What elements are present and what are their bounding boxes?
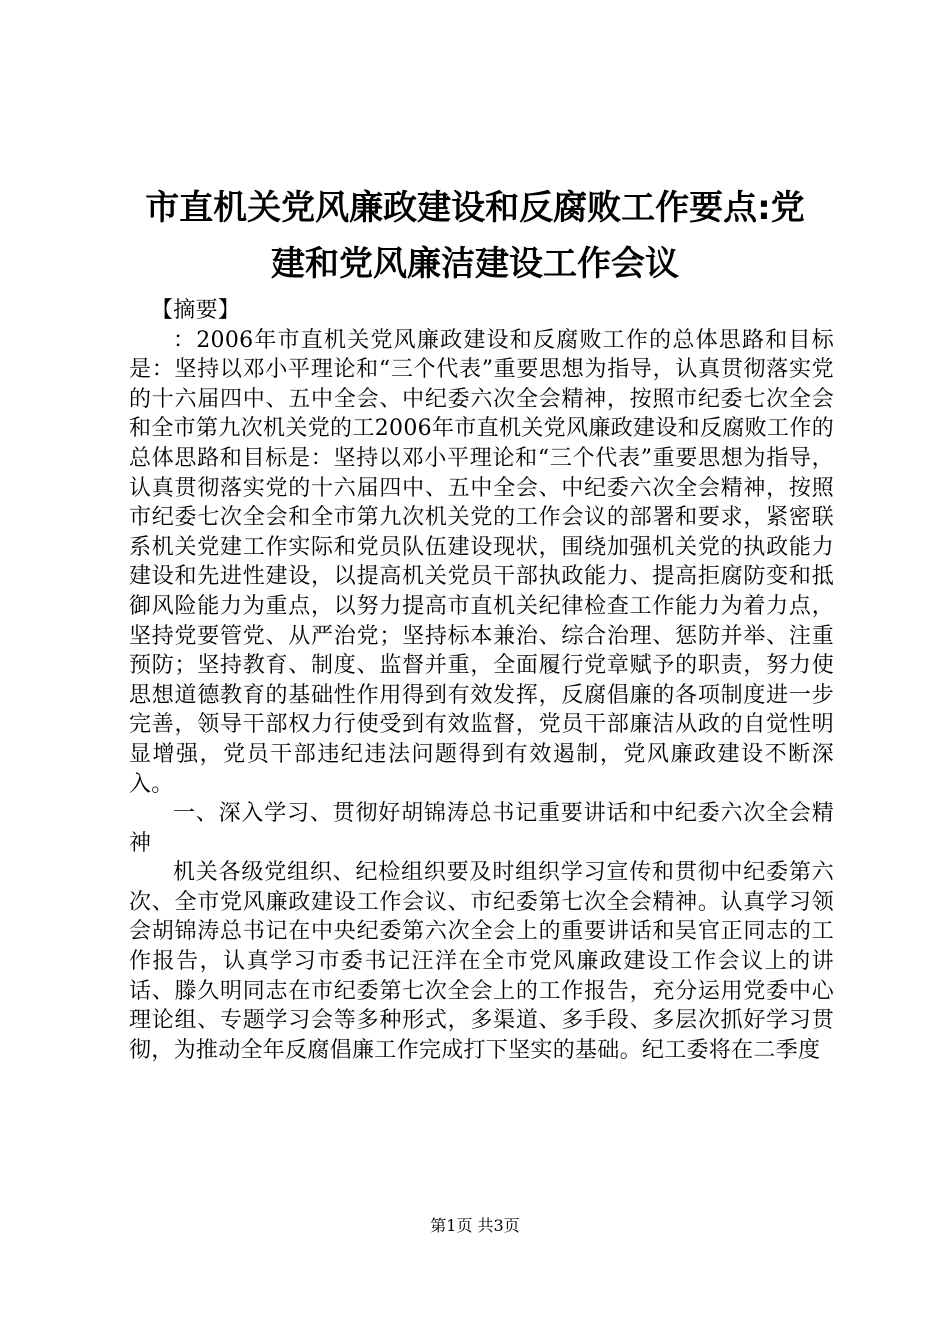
section-heading: 一、深入学习、贯彻好胡锦涛总书记重要讲话和中纪委六次全会精神 <box>129 801 834 856</box>
abstract-paragraph: ：2006年市直机关党风廉政建设和反腐败工作的总体思路和目标是：坚持以邓小平理论和“三个代表”重要思想为指导，认真贯彻落实党的十六届四中、五中全会、中纪委六次全会精神，按照市纪委七次全会和全市第九次机关党的工2006年市直机关党风廉政建设和反腐败工作的总体思路和目标是：坚持以邓小平理论和“三个代表”重要思想为指导，认真贯彻落实党的十六届四中、五中全会、中纪委六次全会精神，按照市纪委七次全会和全市第九次机关党的工作会议的部署和要求，紧密联系机关党建工作实际和党员队伍建设现状，围绕加强机关党的执政能力建设和先进性建设，以提高机关党员干部执政能力、提高拒腐防变和抵御风险能力为重点，以努力提高市直机关纪律检查工作能力为着力点，坚持党要管党、从严治党；坚持标本兼治、综合治理、惩防并举、注重预防；坚持教育、制度、监督并重，全面履行党章赋予的职责，努力使思想道德教育的基础性作用得到有效发挥，反腐倡廉的各项制度进一步完善，领导干部权力行使受到有效监督，党员干部廉洁从政的自觉性明显增强，党员干部违纪违法问题得到有效遏制，党风廉政建设不断深入。 <box>129 327 834 797</box>
title-line-1: 市直机关党风廉政建设和反腐败工作要点:党 <box>145 188 805 228</box>
body-paragraph: 机关各级党组织、纪检组织要及时组织学习宣传和贯彻中纪委第六次、全市党风廉政建设工作会议、市纪委第七次全会精神。认真学习领会胡锦涛总书记在中央纪委第六次全会上的重要讲话和吴官正同志的工作报告，认真学习市委书记汪洋在全市党风廉政建设工作会议上的讲话、滕久明同志在市纪委第七次全会上的工作报告，充分运用党委中心理论组、专题学习会等多种形式，多渠道、多手段、多层次抓好学习贯彻，为推动全年反腐倡廉工作完成打下坚实的基础。纪工委将在二季度 <box>129 860 834 1063</box>
document-title <box>120 180 830 292</box>
page-footer: 第1页 共3页 <box>430 1216 520 1235</box>
document-body <box>129 296 834 1065</box>
abstract-label: 【摘要】 <box>151 298 241 323</box>
title-line-2: 建和党风廉洁建设工作会议 <box>271 244 679 284</box>
